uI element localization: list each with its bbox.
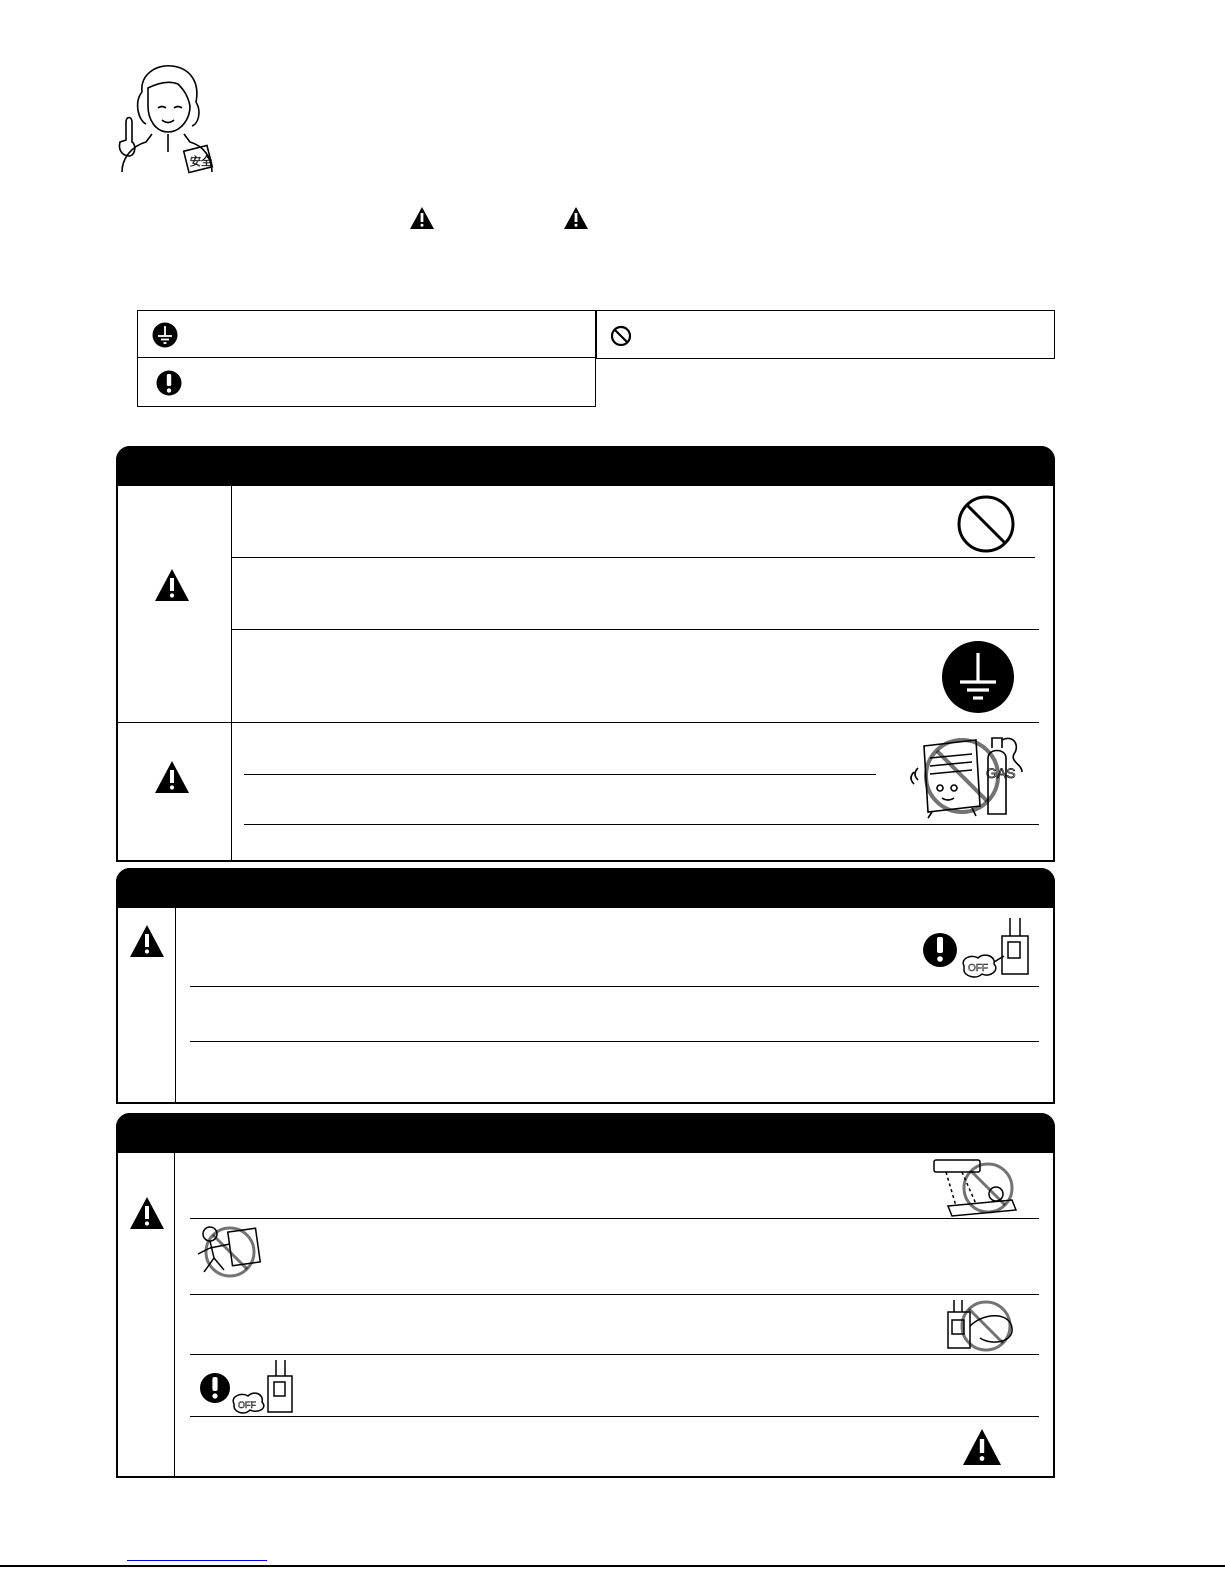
row-divider: [231, 629, 1039, 630]
section-3-header: [116, 1113, 1055, 1153]
svg-text:OFF: OFF: [968, 963, 988, 974]
no-climbing-unit-illustration: [190, 1222, 270, 1280]
mascot-illustration: [112, 62, 222, 174]
row-divider: [190, 1416, 1039, 1417]
row-divider: [190, 1294, 1039, 1295]
warning-triangle-icon: [409, 206, 435, 230]
warning-triangle-icon: [962, 1428, 1002, 1466]
column-divider: [231, 486, 232, 860]
section-2-header: [116, 868, 1055, 908]
warning-triangle-icon: [154, 760, 190, 794]
row-divider: [190, 1354, 1039, 1355]
row-divider: [190, 1218, 1039, 1219]
row-divider: [244, 824, 1039, 825]
section-1-header: [116, 446, 1055, 486]
mandatory-off-breaker-illustration: [198, 1358, 302, 1416]
page-bottom-rule: [0, 1565, 1225, 1567]
row-divider: [244, 774, 876, 775]
legend-item-prohibited: [596, 310, 1055, 359]
column-divider: [175, 908, 176, 1102]
no-gas-near-unit-illustration: [888, 728, 1028, 820]
legend-item-ground: [137, 310, 596, 359]
group-divider: [116, 722, 1039, 723]
warning-triangle-icon: [129, 924, 165, 958]
row-divider: [190, 986, 1039, 987]
warning-triangle-icon: [563, 206, 589, 230]
ground-icon: [152, 322, 178, 348]
ground-symbol-icon: [940, 640, 1016, 714]
section-3: [116, 1113, 1055, 1478]
no-sleeping-in-airflow-illustration: [926, 1156, 1036, 1218]
svg-text:OFF: OFF: [238, 1400, 256, 1410]
no-wet-switch-illustration: [940, 1298, 1024, 1356]
warning-triangle-icon: [129, 1196, 165, 1230]
column-divider: [174, 1153, 175, 1476]
legend-item-mandatory: [137, 357, 596, 407]
prohibited-circle-icon: [954, 494, 1018, 554]
row-divider: [231, 557, 1035, 558]
row-divider: [190, 1041, 1039, 1042]
svg-text:安全: 安全: [190, 156, 212, 168]
mandatory-off-breaker-illustration: [920, 914, 1036, 982]
svg-text:GAS: GAS: [986, 765, 1016, 781]
footer-link[interactable]: [127, 1544, 267, 1561]
warning-triangle-icon: [154, 568, 190, 602]
mandatory-icon: [156, 369, 182, 397]
prohibited-icon: [610, 325, 632, 347]
